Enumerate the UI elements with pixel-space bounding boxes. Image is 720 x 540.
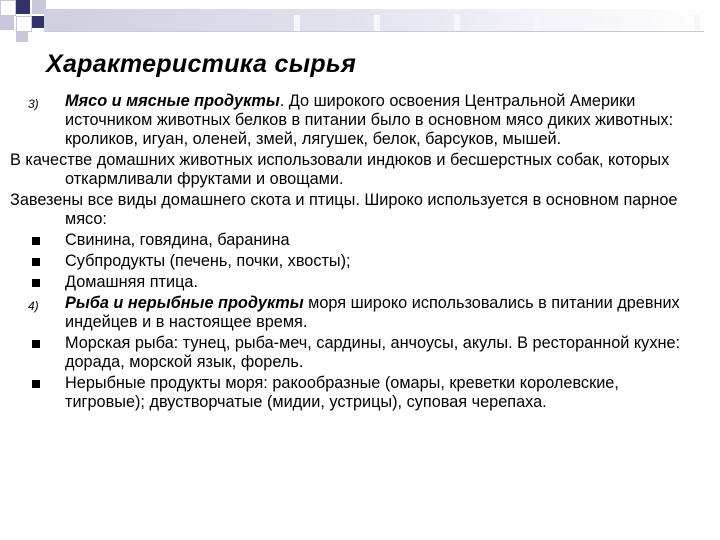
list-number: 3) [28,97,39,111]
decor-square [16,0,30,14]
bullet-item [10,231,700,250]
square-bullet-icon [32,279,40,287]
title-rule [44,31,704,32]
bullet-text: Морская рыба: тунец, рыба-меч, сардины, анчоусы, акулы. В ресторанной кухне: дорада, морской язык, форель. [65,334,681,371]
paragraph [10,151,700,189]
paragraph-text: . До широкого освоения Центральной Америки источником животных белков в питании было в основном мясо диких животных: кроликов, игуан, оленей, змей, лягушек, белок, барсуков, мышей. [65,92,674,148]
decor-square [16,16,32,32]
paragraph-text: моря широко использовались в питании древних индейцев и в настоящее время. [65,294,680,331]
numbered-paragraph [10,92,700,149]
decor-square [16,32,28,42]
slide-title: Характеристика сырья [46,50,357,78]
square-bullet-icon [32,237,40,245]
square-bullet-icon [32,340,40,348]
numbered-paragraph [10,294,700,332]
decor-square [0,16,14,30]
paragraph-emphasis: Мясо и мясные продукты [65,92,280,110]
decor-square [0,0,16,16]
title-bar-decoration [44,9,720,31]
bullet-text: Свинина, говядина, баранина [65,231,290,249]
paragraph-text: В качестве домашних животных использовали индюков и бесшерстных собак, которых откармливали фруктами и овощами. [10,151,670,188]
paragraph-emphasis: Рыба и нерыбные продукты [65,294,304,312]
decor-square [32,16,44,28]
bullet-item [10,252,700,271]
bullet-item [10,273,700,292]
bullet-text: Субпродукты (печень, почки, хвосты); [65,252,351,270]
bullet-text: Домашняя птица. [65,273,198,291]
bullet-text: Нерыбные продукты моря: ракообразные (омары, креветки королевские, тигровые); двустворчатые (мидии, устрицы), суповая черепаха. [65,374,619,411]
list-number: 4) [28,299,39,313]
bullet-item [10,334,700,372]
square-bullet-icon [32,258,40,266]
square-bullet-icon [32,380,40,388]
paragraph [10,191,700,229]
paragraph-text: Завезены все виды домашнего скота и птицы. Широко используется в основном парное мясо: [10,191,678,228]
bullet-item [10,374,700,412]
slide-body [10,92,700,414]
